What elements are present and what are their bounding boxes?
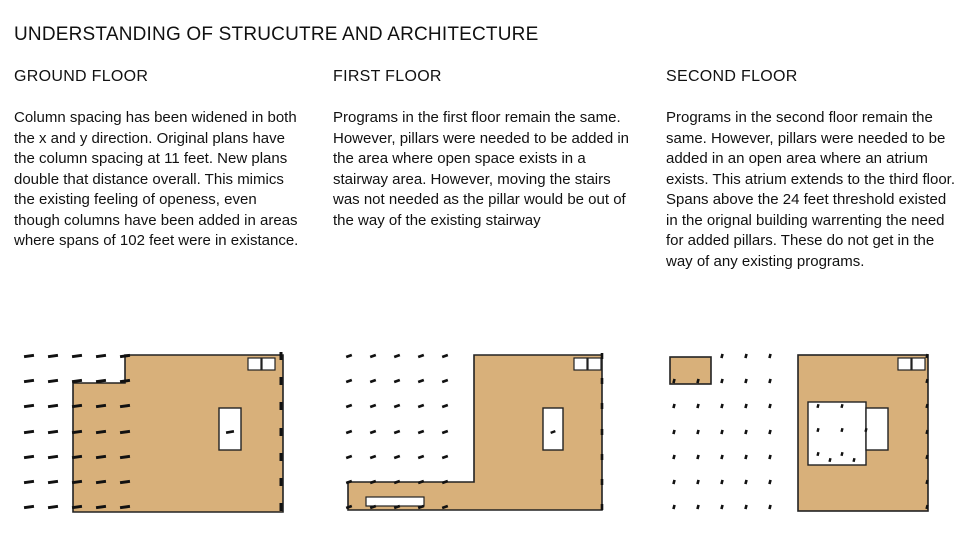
column-marker [394,430,401,434]
column-marker [696,480,700,485]
column-marker [370,404,377,408]
column-marker [394,379,401,383]
column-marker [48,505,58,509]
first-floor-stair-opening [543,408,563,450]
first-floor-room-b [588,358,601,370]
column-marker [418,354,425,358]
first-floor-stairway [366,497,424,506]
column-marker [768,430,772,435]
column-marker [601,353,604,359]
column-marker [418,404,425,408]
column-marker [601,454,604,460]
column-marker [48,480,58,484]
column-marker [280,402,283,410]
column-marker [768,354,772,359]
second-floor-room-b [912,358,925,370]
column-marker [744,505,748,510]
ground-floor-room-b [262,358,275,370]
ground-floor-stair-opening [219,408,241,450]
second-floor-detached-block [670,357,711,384]
column-marker [442,455,449,459]
first-floor-description: Programs in the first floor remain the same. However, pillars were needed to be added in the area where open space exists in a stairway area. However, moving the stairs was not needed as the pillar would be out of the way of the existing stairway [333,109,630,229]
ground-floor-footprint [73,355,283,512]
column-marker [72,354,82,358]
column-marker [418,430,425,434]
column-marker [370,430,377,434]
column-marker [768,455,772,460]
column-marker [394,404,401,408]
column-marker [370,379,377,383]
column-marker [418,455,425,459]
column-marker [744,354,748,359]
column-marker [280,503,283,511]
column-marker [696,505,700,510]
column-marker [672,430,676,435]
column-marker [370,354,377,358]
second-floor-room-a [898,358,911,370]
column-marker [346,430,353,434]
column-marker [24,404,34,408]
column-marker [768,379,772,384]
ground-floor-heading: GROUND FLOOR [14,68,149,85]
column-marker [672,480,676,485]
column-marker [720,354,724,359]
column-marker [720,430,724,435]
column-marker [601,403,604,409]
column-marker [696,404,700,409]
second-floor-plan [670,354,929,511]
column-marker [442,354,449,358]
column-marker [720,379,724,384]
column-marker [720,404,724,409]
column-marker [442,404,449,408]
column-marker [672,404,676,409]
column-marker [768,480,772,485]
column-marker [346,455,353,459]
column-marker [48,379,58,383]
column-marker [370,455,377,459]
column-marker [24,430,34,434]
column-marker [672,505,676,510]
column-marker [696,430,700,435]
column-marker [418,379,425,383]
column-marker [24,455,34,459]
first-floor-footprint [348,355,602,510]
ground-floor-room-a [248,358,261,370]
column-marker [346,354,353,358]
first-floor-room-a [574,358,587,370]
column-marker [280,377,283,385]
column-marker [24,505,34,509]
ground-floor-description: Column spacing has been widened in both the x and y direction. Original plans have the column spacing at 11 feet. New plans double that distance overall. This mimics the existing feeling of openess, even though columns have been added in areas where spans of 102 feet were in existance. [14,109,299,249]
column-marker [601,479,604,485]
column-marker [48,354,58,358]
column-marker [601,504,604,510]
column-marker [346,404,353,408]
column-marker [744,404,748,409]
column-marker [720,480,724,485]
column-marker [24,354,34,358]
column-marker [280,428,283,436]
column-marker [768,505,772,510]
column-marker [744,455,748,460]
column-marker [442,379,449,383]
second-floor-heading: SECOND FLOOR [666,68,798,85]
first-floor-heading: FIRST FLOOR [333,68,442,85]
ground-floor-plan [24,352,283,512]
column-marker [280,352,283,360]
page-title: UNDERSTANDING OF STRUCUTRE AND ARCHITECTURE [14,24,539,45]
column-marker [394,354,401,358]
column-marker [744,430,748,435]
column-marker [48,455,58,459]
column-marker [48,430,58,434]
column-marker [280,478,283,486]
column-marker [672,455,676,460]
column-marker [720,505,724,510]
column-marker [394,455,401,459]
second-floor-atrium-extension [866,408,888,450]
column-marker [601,429,604,435]
column-marker [346,379,353,383]
column-marker [768,404,772,409]
column-marker [442,430,449,434]
column-marker [744,379,748,384]
column-marker [744,480,748,485]
column-marker [280,453,283,461]
column-marker [48,404,58,408]
column-marker [24,480,34,484]
column-marker [96,354,106,358]
second-floor-description: Programs in the second floor remain the same. However, pillars were needed to be added in an open area where an atrium exists. This atrium extends to the third floor. Spans above the 24 feet threshold existed in the orignal building warrenting the need for added pillars. These do not get in the way of any existing programs. [666,109,956,270]
column-marker [696,455,700,460]
column-marker [601,378,604,384]
first-floor-plan [346,353,604,510]
column-marker [24,379,34,383]
column-marker [720,455,724,460]
